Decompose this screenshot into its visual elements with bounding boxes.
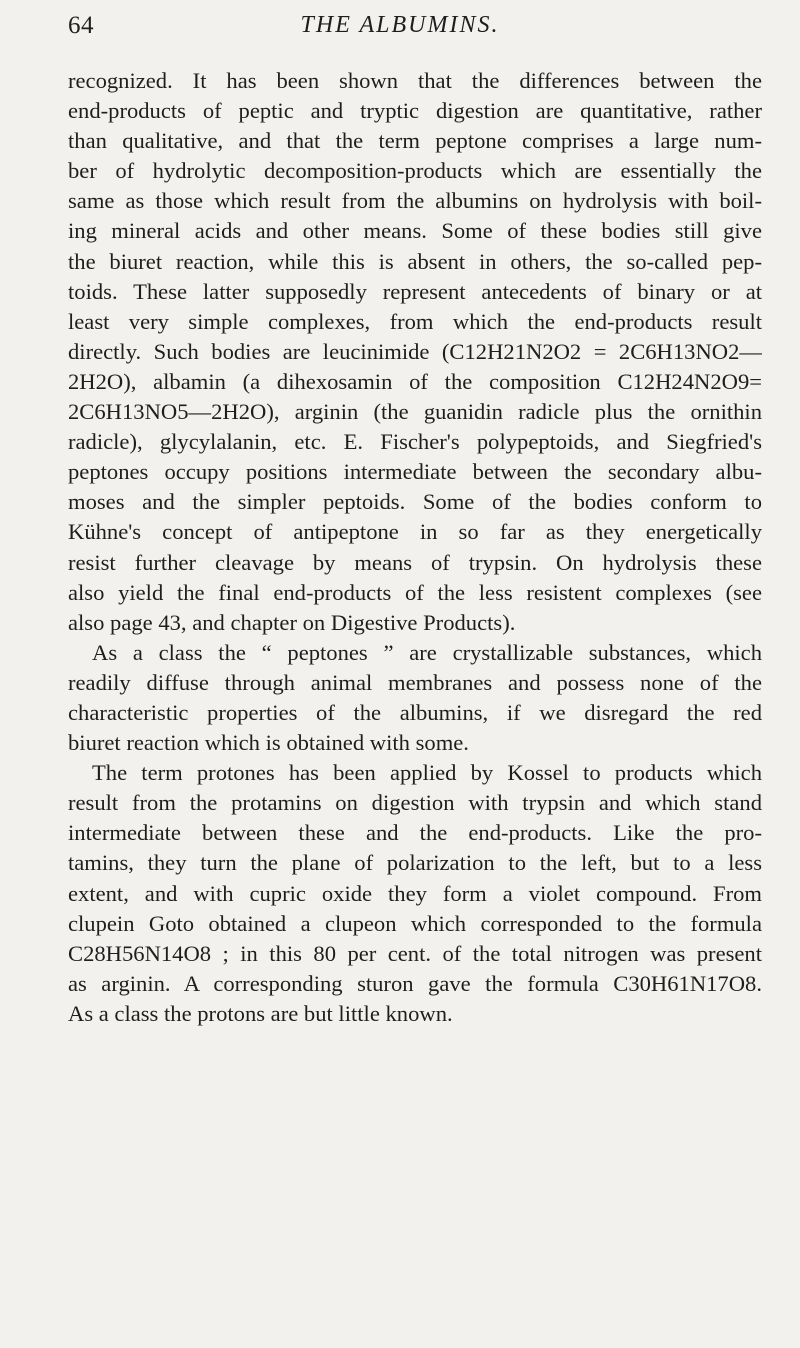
text-line: the biuret reaction, while this is absent in others, the so-called pep- [68,248,762,274]
text-line: 2H2O), albamin (a dihexosamin of the composition C12H24N2O9= [68,368,762,394]
text-line: 2C6H13NO5—2H2O), arginin (the guanidin radicle plus the ornithin [68,399,762,425]
text-line: recognized. It has been shown that the differences between the [68,68,762,93]
text-line: result from the protamins on digestion with trypsin and which stand [68,790,762,816]
text-line: characteristic properties of the albumins, if we disregard the red [68,699,762,725]
text-line: clupein Goto obtained a clupeon which corresponded to the formula [68,910,762,936]
text-line: tamins, they turn the plane of polarization to the left, but to a less [68,850,762,876]
text-line: Kühne's concept of antipeptone in so far as they energetically [68,519,762,545]
text-line: As a class the protons are but little known. [68,1000,453,1026]
text-line: ing mineral acids and other means. Some of these bodies still give [68,218,762,244]
text-line: As a class the “ peptones ” are crystallizable substances, which [92,639,762,665]
text-line: radicle), glycylalanin, etc. E. Fischer's polypeptoids, and Siegfried's [68,429,762,455]
text-line: moses and the simpler peptoids. Some of the bodies conform to [68,489,762,515]
body-text [68,66,762,1029]
text-line: end-products of peptic and tryptic digestion are quantitative, rather [68,98,762,124]
text-line: also yield the final end-products of the less resistent complexes (see [68,579,762,605]
text-line: than qualitative, and that the term peptone comprises a large num- [68,128,762,154]
text-line: extent, and with cupric oxide they form a violet compound. From [68,880,762,906]
text-line: ber of hydrolytic decomposition-products which are essentially the [68,158,762,184]
text-line: toids. These latter supposedly represent antecedents of binary or at [68,278,762,304]
text-line: readily diffuse through animal membranes and possess none of the [68,669,762,695]
text-line: C28H56N14O8 ; in this 80 per cent. of the total nitrogen was present [68,940,762,966]
text-line: biuret reaction which is obtained with some. [68,730,469,756]
text-line: same as those which result from the albumins on hydrolysis with boil- [68,188,762,214]
text-line: intermediate between these and the end-products. Like the pro- [68,820,762,846]
text-line: as arginin. A corresponding sturon gave the formula C30H61N17O8. [68,970,762,996]
text-line: resist further cleavage by means of trypsin. On hydrolysis these [68,549,762,575]
running-title: THE ALBUMINS. [300,12,500,38]
text-line: The term protones has been applied by Kossel to products which [92,760,762,786]
page-header [0,8,800,48]
text-line: directly. Such bodies are leucinimide (C12H21N2O2 = 2C6H13NO2— [68,338,762,364]
page-number: 64 [68,12,94,39]
text-line: also page 43, and chapter on Digestive Products). [68,609,516,635]
text-line: least very simple complexes, from which the end-products result [68,308,762,334]
text-line: peptones occupy positions intermediate between the secondary albu- [68,459,762,485]
